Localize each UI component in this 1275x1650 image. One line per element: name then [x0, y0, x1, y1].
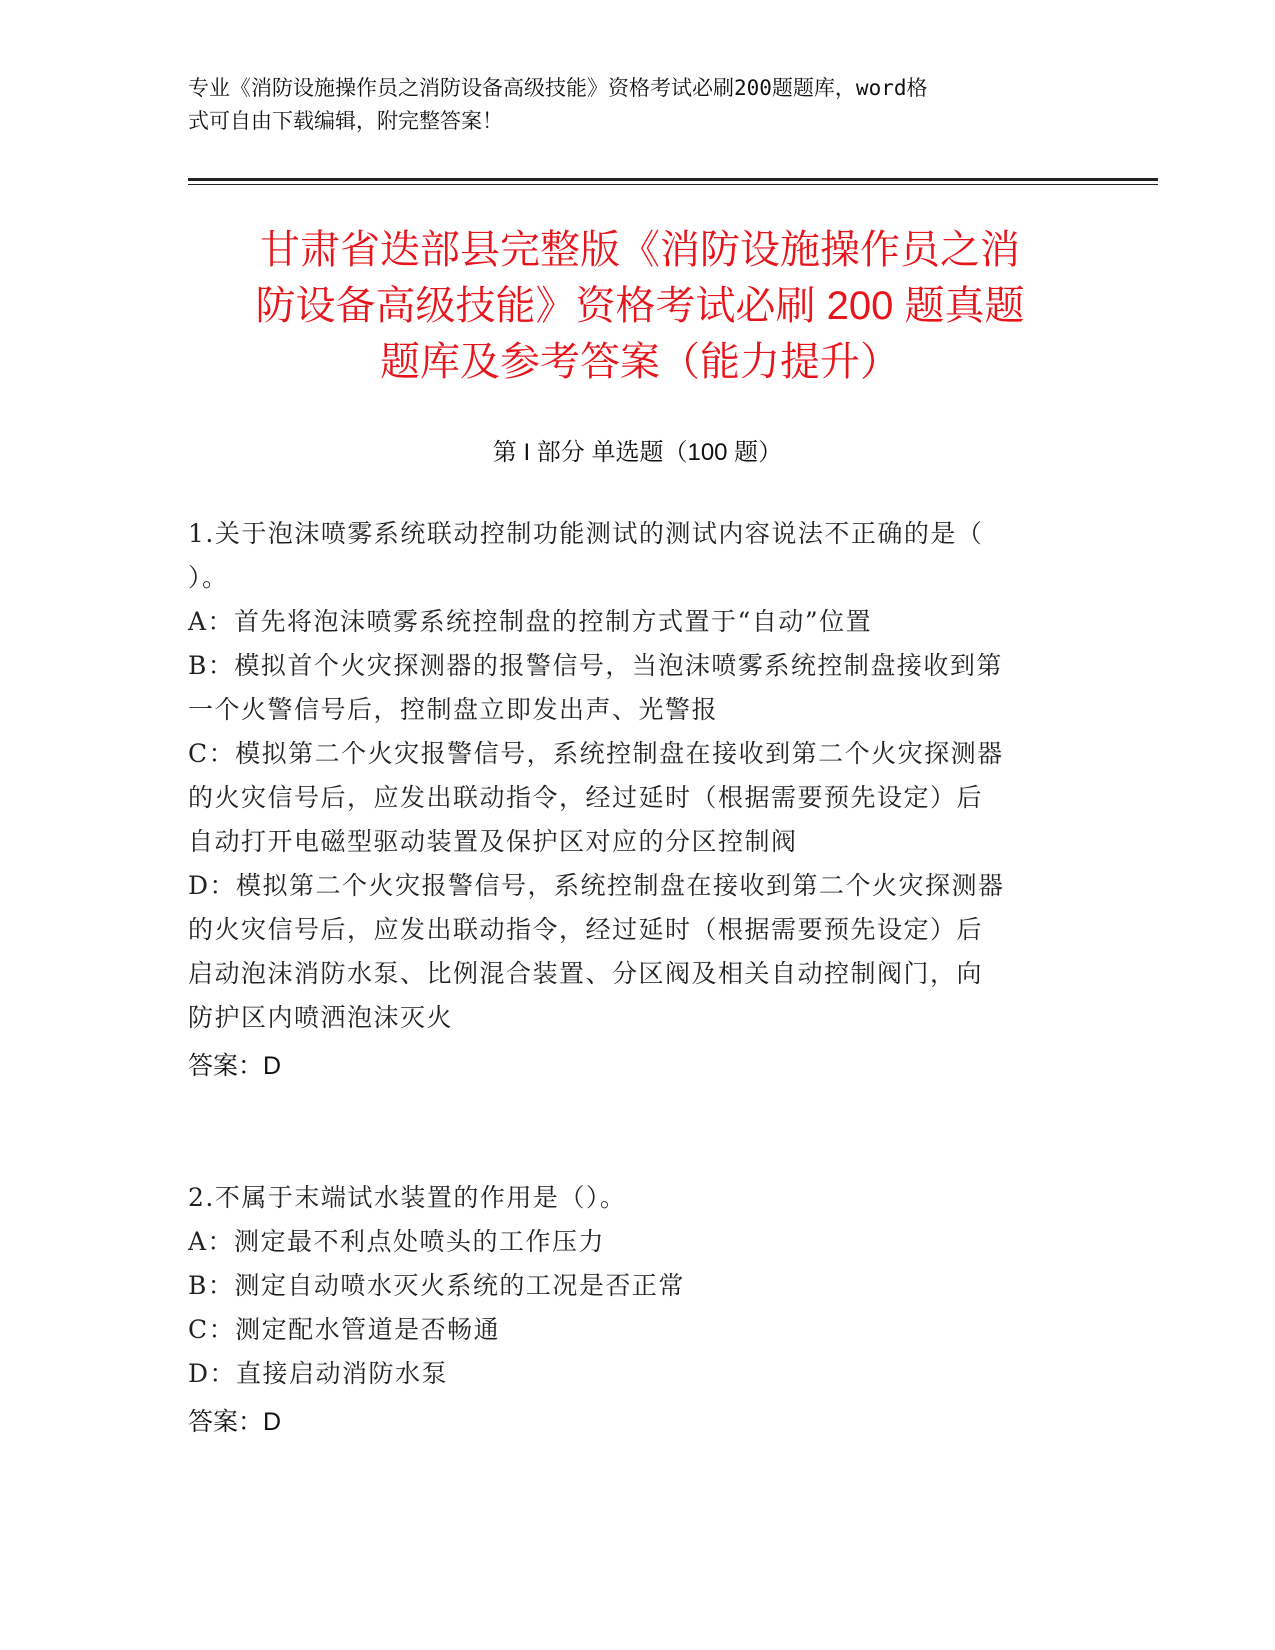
answer-label: 答案：D	[188, 1408, 282, 1436]
header-note-line-2: 式可自由下载编辑，附完整答案！	[188, 109, 503, 133]
header-note-line-1: 专业《消防设施操作员之消防设备高级技能》资格考试必刷200题题库，word格	[188, 76, 928, 100]
title-line-1: 甘肃省迭部县完整版《消防设施操作员之消	[260, 228, 1020, 272]
question-1	[188, 512, 1078, 1088]
option-b-line: B：测定自动喷水灭火系统的工况是否正常	[188, 1271, 685, 1300]
option-d-line: 的火灾信号后，应发出联动指令，经过延时（根据需要预先设定）后	[188, 915, 984, 944]
option-a-line: A：首先将泡沫喷雾系统控制盘的控制方式置于“自动”位置	[188, 607, 873, 636]
question-2	[188, 1176, 1078, 1444]
option-c-line: C：测定配水管道是否畅通	[188, 1315, 501, 1344]
option-b-line: 一个火警信号后，控制盘立即发出声、光警报	[188, 695, 719, 724]
option-c-line: 自动打开电磁型驱动装置及保护区对应的分区控制阀	[188, 827, 798, 856]
header-divider-thick	[188, 178, 1158, 181]
option-c-line: 的火灾信号后，应发出联动指令，经过延时（根据需要预先设定）后	[188, 783, 984, 812]
question-stem-line: 1.关于泡沫喷雾系统联动控制功能测试的测试内容说法不正确的是（	[188, 519, 984, 548]
question-stem-line: ）。	[188, 563, 229, 592]
option-a-line: A：测定最不利点处喷头的工作压力	[188, 1227, 606, 1256]
document-title	[180, 222, 1100, 390]
option-d-line: 防护区内喷洒泡沫灭火	[188, 1003, 454, 1032]
option-b-line: B：模拟首个火灾探测器的报警信号，当泡沫喷雾系统控制盘接收到第	[188, 651, 1003, 680]
question-stem-line: 2.不属于末端试水装置的作用是（）。	[188, 1183, 627, 1212]
option-d-line: D：直接启动消防水泵	[188, 1359, 449, 1388]
title-line-3: 题库及参考答案（能力提升）	[380, 340, 900, 384]
option-d-line: D：模拟第二个火灾报警信号，系统控制盘在接收到第二个火灾探测器	[188, 871, 1005, 900]
section-heading: 第 I 部分 单选题（100 题）	[492, 439, 783, 466]
answer-label: 答案：D	[188, 1052, 282, 1080]
title-line-2: 防设备高级技能》资格考试必刷 200 题真题	[255, 284, 1025, 328]
header-divider-thin	[188, 184, 1158, 185]
option-c-line: C：模拟第二个火灾报警信号，系统控制盘在接收到第二个火灾探测器	[188, 739, 1004, 768]
option-d-line: 启动泡沫消防水泵、比例混合装置、分区阀及相关自动控制阀门，向	[188, 959, 984, 988]
header-note	[188, 72, 1068, 138]
